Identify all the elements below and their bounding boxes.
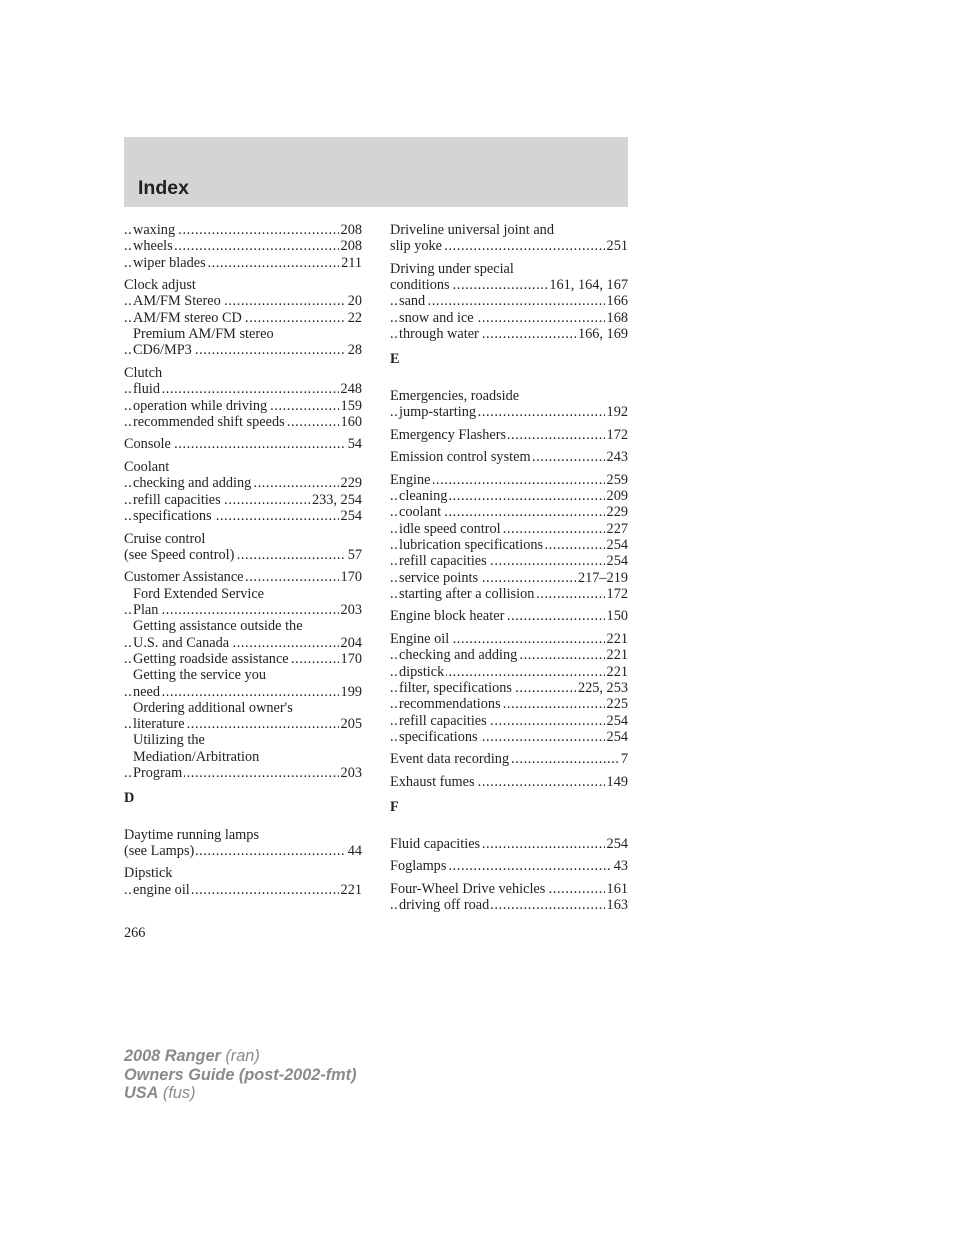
entry-text: Fluid capacities <box>390 835 481 852</box>
entry-text: refill capacities <box>133 491 221 508</box>
index-entry <box>390 631 628 647</box>
index-subentry <box>124 508 362 524</box>
index-entry-group <box>390 836 628 852</box>
index-entry <box>390 427 628 443</box>
index-subentry <box>124 381 362 397</box>
entry-text: engine oil <box>133 881 190 898</box>
index-entry <box>124 547 362 563</box>
entry-page-ref: 159 <box>340 397 362 414</box>
index-subentry <box>124 651 362 667</box>
index-entry-group <box>124 827 362 860</box>
entry-page-ref: 225 <box>606 696 628 713</box>
index-entry <box>390 881 628 897</box>
index-entry <box>390 751 628 767</box>
index-entry <box>390 277 628 293</box>
entry-text: Daytime running lamps <box>124 826 260 843</box>
index-entry-group <box>124 459 362 524</box>
entry-page-ref: 221 <box>606 647 628 664</box>
entry-text: Ordering additional owner's <box>133 699 293 716</box>
entry-page-ref: 208 <box>340 222 362 238</box>
entry-text: through water <box>399 326 479 343</box>
footer-model: 2008 Ranger <box>124 1047 221 1065</box>
entry-text: Clock adjust <box>124 277 196 294</box>
entry-text: Emergency Flashers <box>390 426 507 443</box>
entry-page-ref: 170 <box>340 569 362 586</box>
footer-market-code: (fus) <box>162 1084 196 1102</box>
index-entry-group <box>390 608 628 624</box>
entry-page-ref: 254 <box>606 728 628 745</box>
index-subentry <box>124 222 362 238</box>
index-entry-group <box>124 277 362 358</box>
index-subentry <box>390 293 628 309</box>
entry-text: fluid <box>133 381 161 398</box>
index-subentry <box>390 521 628 537</box>
entry-text: cleaning <box>399 488 448 505</box>
index-subentry <box>124 765 362 781</box>
entry-page-ref: 54 <box>347 436 362 453</box>
footer-line-guide <box>124 1066 357 1085</box>
entry-text: Engine <box>390 471 431 488</box>
entry-page-ref: 160 <box>340 413 362 430</box>
entry-page-ref: 192 <box>606 403 628 420</box>
index-entry <box>390 836 628 852</box>
entry-text: starting after a collision <box>399 585 535 602</box>
index-entry <box>390 858 628 874</box>
entry-text: AM/FM Stereo <box>133 293 221 310</box>
entry-page-ref: 254 <box>606 553 628 570</box>
entry-text: Getting roadside assistance <box>133 650 289 667</box>
entry-text: driving off road <box>399 897 490 914</box>
entry-text: Cruise control <box>124 530 206 547</box>
entry-page-ref: 248 <box>340 381 362 398</box>
entry-text: Mediation/Arbitration <box>133 748 260 765</box>
index-subentry <box>124 602 362 618</box>
index-subentry <box>390 326 628 342</box>
entry-text: recommendations <box>399 696 501 713</box>
entry-page-ref: 227 <box>606 520 628 537</box>
entry-page-ref: 229 <box>340 475 362 492</box>
index-entry-group <box>390 427 628 443</box>
index-subentry <box>124 684 362 700</box>
entry-page-ref: 259 <box>606 471 628 488</box>
footer-model-code: (ran) <box>225 1047 260 1065</box>
index-entry <box>390 608 628 624</box>
entry-page-ref: 229 <box>606 504 628 521</box>
index-subentry <box>390 647 628 663</box>
index-entry <box>390 472 628 488</box>
index-entry-group <box>124 222 362 271</box>
entry-page-ref: 150 <box>606 608 628 625</box>
entry-text: refill capacities <box>399 553 487 570</box>
entry-page-ref: 44 <box>347 842 362 859</box>
document-footer <box>124 1047 357 1103</box>
entry-text: Engine block heater <box>390 608 505 625</box>
entry-text: Customer Assistance <box>124 569 244 586</box>
index-entry-group <box>124 531 362 564</box>
entry-page-ref: 57 <box>347 546 362 563</box>
entry-page-ref: 221 <box>606 631 628 648</box>
entry-page-ref: 217–219 <box>577 569 628 586</box>
footer-guide: Owners Guide (post-2002-fmt) <box>124 1065 357 1084</box>
index-subentry <box>390 570 628 586</box>
entry-page-ref: 149 <box>606 773 628 790</box>
index-subentry <box>124 635 362 651</box>
entry-text: conditions <box>390 277 450 294</box>
index-subentry <box>390 537 628 553</box>
index-entry <box>124 569 362 585</box>
entry-text: Console <box>124 436 171 453</box>
index-entry-group <box>390 631 628 745</box>
index-entry <box>390 222 628 238</box>
entry-text: dipstick <box>399 663 445 680</box>
index-subentry <box>390 897 628 913</box>
entry-text: Plan <box>133 602 159 619</box>
entry-text: Dipstick <box>124 865 173 882</box>
index-subentry <box>390 310 628 326</box>
index-subentry <box>390 729 628 745</box>
entry-page-ref: 254 <box>340 507 362 524</box>
index-entry <box>390 774 628 790</box>
index-entry-group <box>124 365 362 430</box>
section-letter: E <box>390 351 400 368</box>
entry-page-ref: 221 <box>606 663 628 680</box>
entry-page-ref: 208 <box>340 238 362 255</box>
entry-text: Emission control system <box>390 449 531 466</box>
footer-line-market <box>124 1084 357 1103</box>
entry-text: Premium AM/FM stereo <box>133 326 274 343</box>
index-entry-group <box>390 222 628 255</box>
index-entry-group <box>390 751 628 767</box>
index-subentry <box>124 716 362 732</box>
entry-text: (see Speed control) <box>124 546 235 563</box>
entry-text: jump-starting <box>399 403 477 420</box>
index-entry-group <box>124 865 362 898</box>
index-column-left <box>124 222 362 904</box>
entry-page-ref: 172 <box>606 426 628 443</box>
entry-text: Driveline universal joint and <box>390 222 554 238</box>
page-title: Index <box>138 177 189 199</box>
entry-page-ref: 163 <box>606 897 628 914</box>
index-subentry <box>390 713 628 729</box>
footer-line-model <box>124 1047 357 1066</box>
entry-page-ref: 161 <box>606 880 628 897</box>
index-subentry <box>390 504 628 520</box>
entry-text: Utilizing the <box>133 732 205 749</box>
section-letter: F <box>390 799 399 816</box>
entry-page-ref: 243 <box>606 449 628 466</box>
entry-text: coolant <box>399 504 442 521</box>
entry-text: Four-Wheel Drive vehicles <box>390 880 546 897</box>
index-subentry <box>390 664 628 680</box>
entry-text: Ford Extended Service <box>133 585 265 602</box>
index-entry <box>390 261 628 277</box>
entry-page-ref: 43 <box>613 858 628 875</box>
entry-text: Foglamps <box>390 858 447 875</box>
entry-page-ref: 166 <box>606 293 628 310</box>
index-column-right <box>390 222 628 920</box>
entry-page-ref: 7 <box>620 751 628 768</box>
entry-page-ref: 203 <box>340 764 362 781</box>
index-entry <box>124 365 362 381</box>
index-entry <box>124 865 362 881</box>
index-entry-group <box>390 774 628 790</box>
entry-text: Program <box>133 764 183 781</box>
entry-page-ref: 28 <box>347 342 362 359</box>
index-subentry <box>124 255 362 271</box>
index-entry <box>390 449 628 465</box>
entry-page-ref: 225, 253 <box>577 679 628 696</box>
entry-page-ref: 172 <box>606 585 628 602</box>
index-entry <box>124 436 362 452</box>
index-subentry <box>124 342 362 358</box>
entry-text: CD6/MP3 <box>133 342 192 359</box>
index-entry-group <box>390 472 628 602</box>
entry-text: AM/FM stereo CD <box>133 309 242 326</box>
index-subentry <box>390 586 628 602</box>
index-subentry <box>390 680 628 696</box>
index-entry-group <box>390 881 628 914</box>
entry-page-ref: 168 <box>606 309 628 326</box>
entry-text: wiper blades <box>133 254 206 271</box>
entry-page-ref: 254 <box>606 536 628 553</box>
entry-page-ref: 204 <box>340 634 362 651</box>
entry-text: Emergencies, roadside <box>390 387 520 404</box>
index-entry <box>124 277 362 293</box>
entry-text: need <box>133 683 160 700</box>
entry-text: (see Lamps) <box>124 842 195 859</box>
entry-text: wheels <box>133 238 173 255</box>
index-subentry <box>124 310 362 326</box>
index-subentry <box>390 488 628 504</box>
entry-page-ref: 203 <box>340 602 362 619</box>
entry-text: service points <box>399 569 479 586</box>
index-entry <box>390 238 628 254</box>
index-subentry <box>124 618 362 634</box>
entry-page-ref: 170 <box>340 650 362 667</box>
index-subentry <box>124 882 362 898</box>
entry-text: idle speed control <box>399 520 501 537</box>
index-entry-group <box>124 569 362 781</box>
entry-text: Getting assistance outside the <box>133 618 303 635</box>
entry-page-ref: 221 <box>340 881 362 898</box>
entry-text: Clutch <box>124 364 163 381</box>
entry-text: slip yoke <box>390 238 443 255</box>
index-subentry <box>124 492 362 508</box>
entry-page-ref: 22 <box>347 309 362 326</box>
index-entry-group <box>124 436 362 452</box>
index-subentry <box>124 398 362 414</box>
footer-market: USA <box>124 1084 159 1102</box>
entry-text: specifications <box>133 507 212 524</box>
index-subentry <box>124 326 362 342</box>
index-entry-group <box>390 449 628 465</box>
entry-page-ref: 166, 169 <box>577 326 628 343</box>
entry-text: lubrication specifications <box>399 536 544 553</box>
entry-page-ref: 20 <box>347 293 362 310</box>
entry-text: Event data recording <box>390 751 510 768</box>
index-subentry <box>390 553 628 569</box>
entry-text: literature <box>133 716 185 733</box>
entry-text: snow and ice <box>399 309 474 326</box>
entry-page-ref: 199 <box>340 683 362 700</box>
index-entry-group <box>390 858 628 874</box>
page-number: 266 <box>124 925 146 941</box>
index-entry <box>124 843 362 859</box>
entry-page-ref: 205 <box>340 716 362 733</box>
entry-text: operation while driving <box>133 397 268 414</box>
entry-text: checking and adding <box>399 647 518 664</box>
index-subentry <box>124 732 362 748</box>
entry-page-ref: 251 <box>606 238 628 255</box>
index-subentry <box>124 414 362 430</box>
entry-page-ref: 211 <box>341 254 362 271</box>
entry-page-ref: 161, 164, 167 <box>549 277 628 294</box>
entry-page-ref: 254 <box>606 835 628 852</box>
index-subentry <box>124 700 362 716</box>
section-letter: D <box>124 790 135 807</box>
entry-text: sand <box>399 293 426 310</box>
index-entry <box>124 827 362 843</box>
index-entry-group <box>390 261 628 342</box>
entry-text: specifications <box>399 728 478 745</box>
entry-text: U.S. and Canada <box>133 634 230 651</box>
entry-text: Driving under special <box>390 260 514 277</box>
entry-page-ref: 209 <box>606 488 628 505</box>
entry-page-ref: 233, 254 <box>311 491 362 508</box>
index-subentry <box>124 667 362 683</box>
entry-text: checking and adding <box>133 475 252 492</box>
entry-text: Exhaust fumes <box>390 773 475 790</box>
index-subentry <box>124 475 362 491</box>
entry-page-ref: 254 <box>606 712 628 729</box>
index-entry <box>124 531 362 547</box>
index-subentry <box>390 696 628 712</box>
index-subentry <box>124 293 362 309</box>
entry-text: filter, specifications <box>399 679 512 696</box>
index-subentry <box>390 404 628 420</box>
index-entry <box>124 459 362 475</box>
index-subentry <box>124 238 362 254</box>
entry-text: Coolant <box>124 459 170 476</box>
entry-text: Engine oil <box>390 631 450 648</box>
entry-text: Getting the service you <box>133 667 267 684</box>
entry-text: refill capacities <box>399 712 487 729</box>
index-entry-group <box>390 388 628 421</box>
entry-text: waxing <box>133 222 176 238</box>
index-entry <box>390 388 628 404</box>
index-subentry <box>124 586 362 602</box>
index-subentry <box>124 749 362 765</box>
index-header-bar <box>124 137 628 207</box>
entry-text: recommended shift speeds <box>133 413 285 430</box>
